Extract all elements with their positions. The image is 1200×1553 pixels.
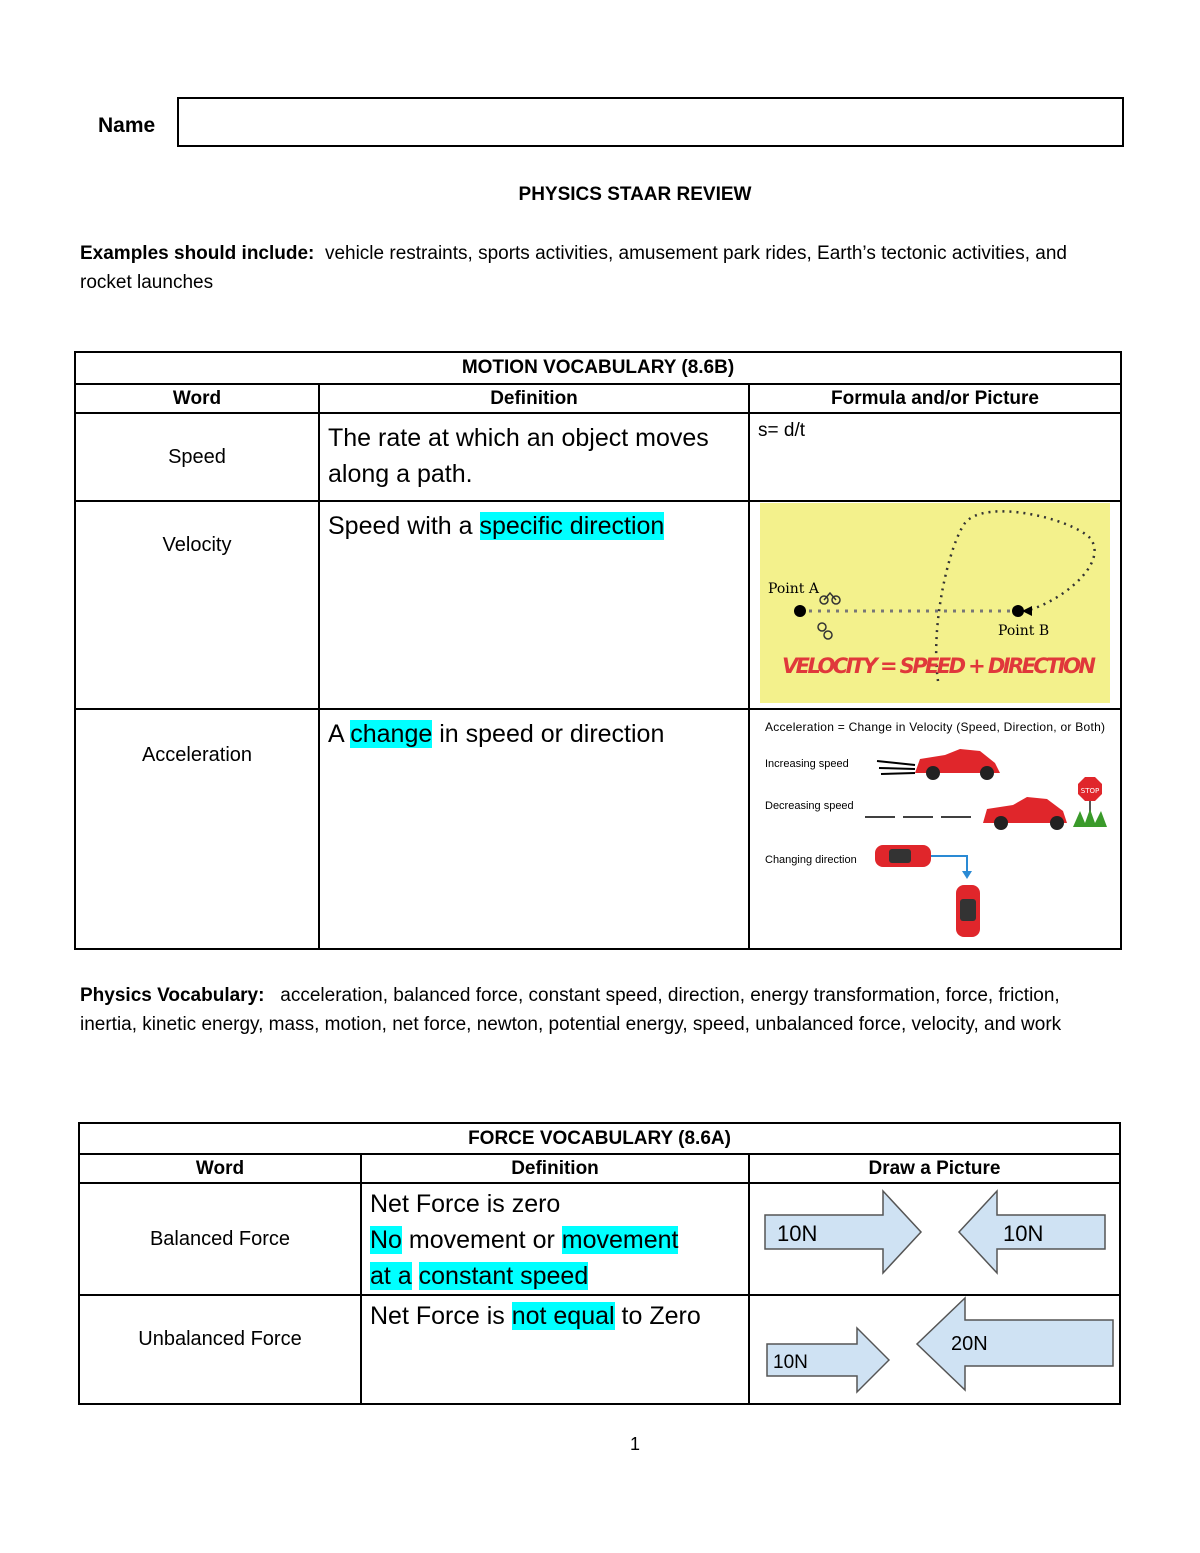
highlight: No — [370, 1226, 402, 1254]
page-number: 1 — [629, 1434, 640, 1454]
word-acceleration: Acceleration — [75, 709, 319, 949]
force-vocabulary-table — [78, 1122, 1121, 1405]
motion-header-word: Word — [75, 384, 319, 413]
name-input-box[interactable] — [177, 97, 1124, 147]
arrow-left-force-label: 10N — [1002, 1220, 1043, 1246]
table-row — [75, 709, 1121, 949]
acceleration-title: Acceleration = Change in Velocity (Speed, Direction, or Both) — [765, 719, 1105, 734]
table-row — [75, 501, 1121, 709]
balanced-force-diagram — [755, 1187, 1115, 1287]
highlight: at a — [370, 1262, 412, 1290]
examples-label: Examples should include: — [80, 243, 315, 264]
balanced-force-picture — [749, 1183, 1120, 1295]
unbalanced-force-diagram — [755, 1296, 1115, 1398]
word-unbalanced-force: Unbalanced Force — [79, 1295, 361, 1404]
acceleration-picture — [749, 709, 1121, 949]
examples-text: vehicle restraints, sports activities, amusement park rides, Earth’s tectonic activities, and rocket launches — [80, 243, 1067, 293]
table-row — [75, 413, 1121, 501]
motion-vocabulary-table — [74, 351, 1122, 950]
table-row — [79, 1183, 1120, 1295]
speed-lines — [877, 761, 915, 774]
decreasing-label: Decreasing speed — [765, 799, 854, 812]
highlight: change — [350, 720, 433, 748]
car-top-icon — [956, 885, 980, 937]
definition-unbalanced-force: Net Force is not equal to Zero — [361, 1295, 749, 1404]
word-speed: Speed — [75, 413, 319, 501]
acceleration-diagram — [755, 711, 1115, 943]
arrow-right-force-label: 10N — [776, 1220, 817, 1246]
physics-vocabulary-paragraph — [80, 981, 1120, 1039]
examples-paragraph — [80, 239, 1120, 297]
turn-arrow — [931, 856, 967, 873]
name-label: Name — [98, 114, 156, 137]
increasing-label: Increasing speed — [765, 757, 849, 770]
physics-vocab-text: acceleration, balanced force, constant speed, direction, energy transformation, force, friction, inertia, kinetic energy, mass, motion, net force, newton, potential energy, speed, unbalanced force, velocity, and work — [80, 985, 1062, 1035]
force-header-word: Word — [79, 1154, 361, 1183]
velocity-diagram — [760, 503, 1110, 703]
table-row — [79, 1295, 1120, 1404]
stop-sign-icon — [1073, 777, 1107, 827]
highlight: specific direction — [479, 512, 665, 540]
svg-text:STOP: STOP — [1080, 786, 1100, 795]
motion-table-caption: MOTION VOCABULARY (8.6B) — [75, 352, 1121, 384]
velocity-picture — [749, 501, 1121, 709]
physics-vocab-label: Physics Vocabulary: — [80, 985, 265, 1006]
small-arrow-force-label: 10N — [772, 1352, 808, 1373]
big-left-arrow-icon — [917, 1298, 1113, 1390]
definition-velocity: Speed with a specific direction — [319, 501, 749, 709]
definition-balanced-force: Net Force is zero No movement or movement at a constant speed — [361, 1183, 749, 1295]
car-icon — [983, 797, 1067, 830]
point-a-label: Point A — [768, 580, 819, 597]
definition-acceleration: A change in speed or direction — [319, 709, 749, 949]
force-header-picture: Draw a Picture — [749, 1154, 1120, 1183]
arrowhead-icon — [962, 871, 972, 879]
definition-speed: The rate at which an object moves along a path. — [319, 413, 749, 501]
unbalanced-force-picture — [749, 1295, 1120, 1404]
car-icon — [915, 749, 1000, 780]
highlight: not equal — [511, 1302, 615, 1330]
big-arrow-force-label: 20N — [950, 1333, 988, 1355]
point-b-label: Point B — [998, 622, 1050, 639]
highlight: movement — [561, 1226, 679, 1254]
motion-header-definition: Definition — [319, 384, 749, 413]
force-header-definition: Definition — [361, 1154, 749, 1183]
changing-label: Changing direction — [765, 853, 857, 866]
motion-header-formula: Formula and/or Picture — [749, 384, 1121, 413]
word-velocity: Velocity — [75, 501, 319, 709]
car-top-icon — [875, 845, 931, 867]
point-a-dot — [794, 605, 806, 617]
highlight: constant speed — [418, 1262, 589, 1290]
page-title: PHYSICS STAAR REVIEW — [518, 184, 752, 205]
word-balanced-force: Balanced Force — [79, 1183, 361, 1295]
formula-speed: s= d/t — [749, 413, 1121, 501]
force-table-caption: FORCE VOCABULARY (8.6A) — [79, 1123, 1120, 1154]
velocity-caption: VELOCITY = SPEED + DIRECTION — [782, 653, 1096, 678]
